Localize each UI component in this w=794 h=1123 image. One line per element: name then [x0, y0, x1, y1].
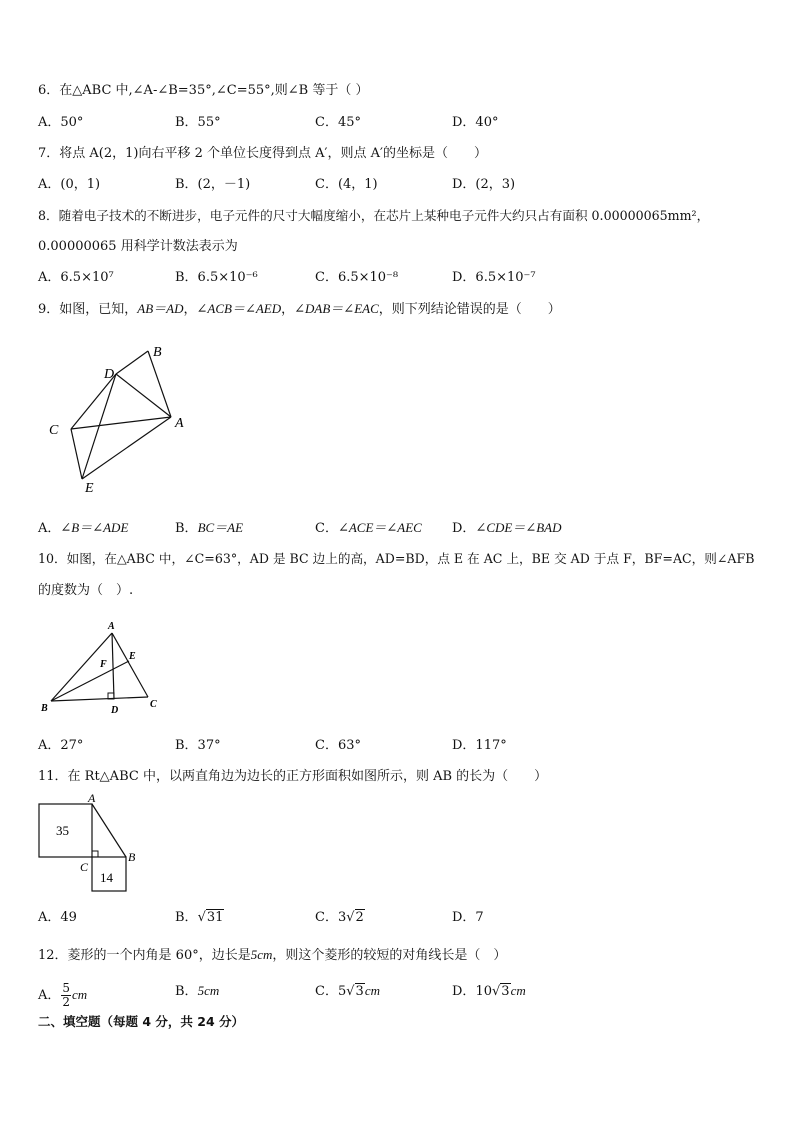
q12-side-length: 5cm: [250, 947, 273, 962]
q12-options: [38, 982, 758, 1008]
q9-point-d: D: [104, 367, 115, 382]
q6-options: [38, 114, 758, 132]
q9-point-b: B: [153, 345, 162, 360]
q10-point-b: B: [41, 703, 48, 714]
q11-point-a: A: [88, 791, 96, 805]
section-2-title: 二、填空题（每题 4 分，共 24 分）: [38, 1014, 245, 1029]
q12-option-a: A． $\frac{5}{2}$ cm: [38, 981, 88, 1009]
q8-stem-line1: 8．随着电子技术的不断进步，电子元件的尺寸大幅度缩小，在芯片上某种电子元件大约只占有面积 0.00000065mm²，: [38, 208, 710, 223]
q6-option-d: D．40°: [452, 115, 499, 130]
q11-point-c: C: [80, 860, 89, 874]
q11-option-c: C．3√2: [315, 910, 364, 925]
q11-option-d: D．7: [452, 910, 484, 925]
q12-stem: 12．菱形的一个内角是 60°，边长是5cm，则这个菱形的较短的对角线长是（ ）: [38, 947, 507, 963]
q9-point-a: A: [175, 416, 184, 431]
q9-point-c: C: [49, 423, 59, 438]
q11-area-small: 14: [100, 870, 113, 885]
q9-cond-angles-2: ∠DAB＝∠EAC: [294, 301, 379, 316]
q10-option-c: C．63°: [315, 738, 361, 753]
q9-option-d: D．∠CDE＝∠BAD: [452, 520, 562, 536]
q9-figure-lines: [71, 351, 171, 479]
q10-stem-line2: 的度数为（ ）.: [38, 583, 134, 598]
q11-stem: 11．在 Rt△ABC 中，以两直角边为边长的正方形面积如图所示，则 AB 的长为（ ）: [38, 769, 548, 784]
q10-option-a: A．27°: [38, 738, 84, 753]
q11-area-large: 35: [56, 823, 69, 838]
q7-option-b: B．(2，－1): [175, 177, 251, 192]
q11-options: [38, 909, 758, 927]
q12-option-d: D．10√3cm: [452, 983, 526, 999]
q10-figure: [38, 617, 168, 717]
q6-option-b: B．55°: [175, 115, 221, 130]
q9-option-a: A．∠B＝∠ADE: [38, 520, 129, 536]
q9-suffix: ，则下列结论错误的是（ ）: [378, 302, 561, 317]
q11-figure: [36, 791, 146, 897]
q10-option-d: D．117°: [452, 738, 507, 753]
q10-stem-line1: 10．如图，在△ABC 中，∠C=63°，AD 是 BC 边上的高，AD=BD，点 E 在 AC 上，BE 交 AD 于点 F，BF=AC，则∠AFB: [38, 551, 755, 566]
q11-option-a: A．49: [38, 910, 77, 925]
q11-point-b: B: [128, 850, 136, 864]
q10-point-f: F: [100, 659, 107, 670]
q9-stem: [38, 300, 561, 319]
sqrt-icon: √: [197, 910, 206, 925]
q6-option-c: C．45°: [315, 115, 361, 130]
q8-option-d: D．6.5×10⁻⁷: [452, 270, 536, 285]
q9-option-c: C．∠ACE＝∠AEC: [315, 520, 422, 536]
q6-option-a: A．50°: [38, 115, 84, 130]
q9-sep-2: ，: [281, 302, 295, 317]
q9-prefix: 9．如图，已知，: [38, 302, 138, 317]
q6-stem: 6．在△ABC 中,∠A-∠B=35°,∠C=55°,则∠B 等于（ ）: [38, 83, 369, 98]
q9-figure: [40, 338, 200, 500]
sqrt-icon: √: [346, 910, 355, 925]
q7-options: [38, 176, 758, 194]
q9-cond-angles-1: ∠ACB＝∠AED: [196, 301, 282, 316]
q8-option-b: B．6.5×10⁻⁶: [175, 270, 258, 285]
q9-cond-ab-ad: AB＝AD: [137, 301, 184, 316]
q8-options: [38, 269, 758, 287]
sqrt-icon: √: [346, 984, 355, 999]
q11-option-b: B．√31: [175, 910, 224, 925]
fraction: $\frac{5}{2}$: [62, 981, 71, 1009]
q9-point-e: E: [85, 481, 94, 496]
q7-option-c: C．(4，1): [315, 177, 378, 192]
q9-options: [38, 519, 758, 537]
q9-sep-1: ，: [183, 302, 197, 317]
q8-option-c: C．6.5×10⁻⁸: [315, 270, 399, 285]
q12-option-b: B．5cm: [175, 983, 220, 999]
q8-option-a: A．6.5×10⁷: [38, 270, 114, 285]
sqrt-icon: √: [491, 984, 501, 999]
q9-option-b: B．BC＝AE: [175, 520, 244, 536]
q7-option-d: D．(2，3): [452, 177, 516, 192]
q10-point-e: E: [129, 651, 136, 662]
q7-option-a: A．(0，1): [38, 177, 101, 192]
q10-point-c: C: [150, 699, 157, 710]
q7-stem: 7．将点 A(2，1)向右平移 2 个单位长度得到点 A′，则点 A′的坐标是（ ）: [38, 146, 487, 161]
q10-point-d: D: [111, 705, 119, 716]
q8-stem-line2: 0.00000065 用科学计数法表示为: [38, 239, 238, 254]
q10-options: [38, 737, 758, 755]
q10-option-b: B．37°: [175, 738, 221, 753]
q10-point-a: A: [108, 621, 115, 632]
q12-option-c: C．5√3cm: [315, 983, 380, 999]
